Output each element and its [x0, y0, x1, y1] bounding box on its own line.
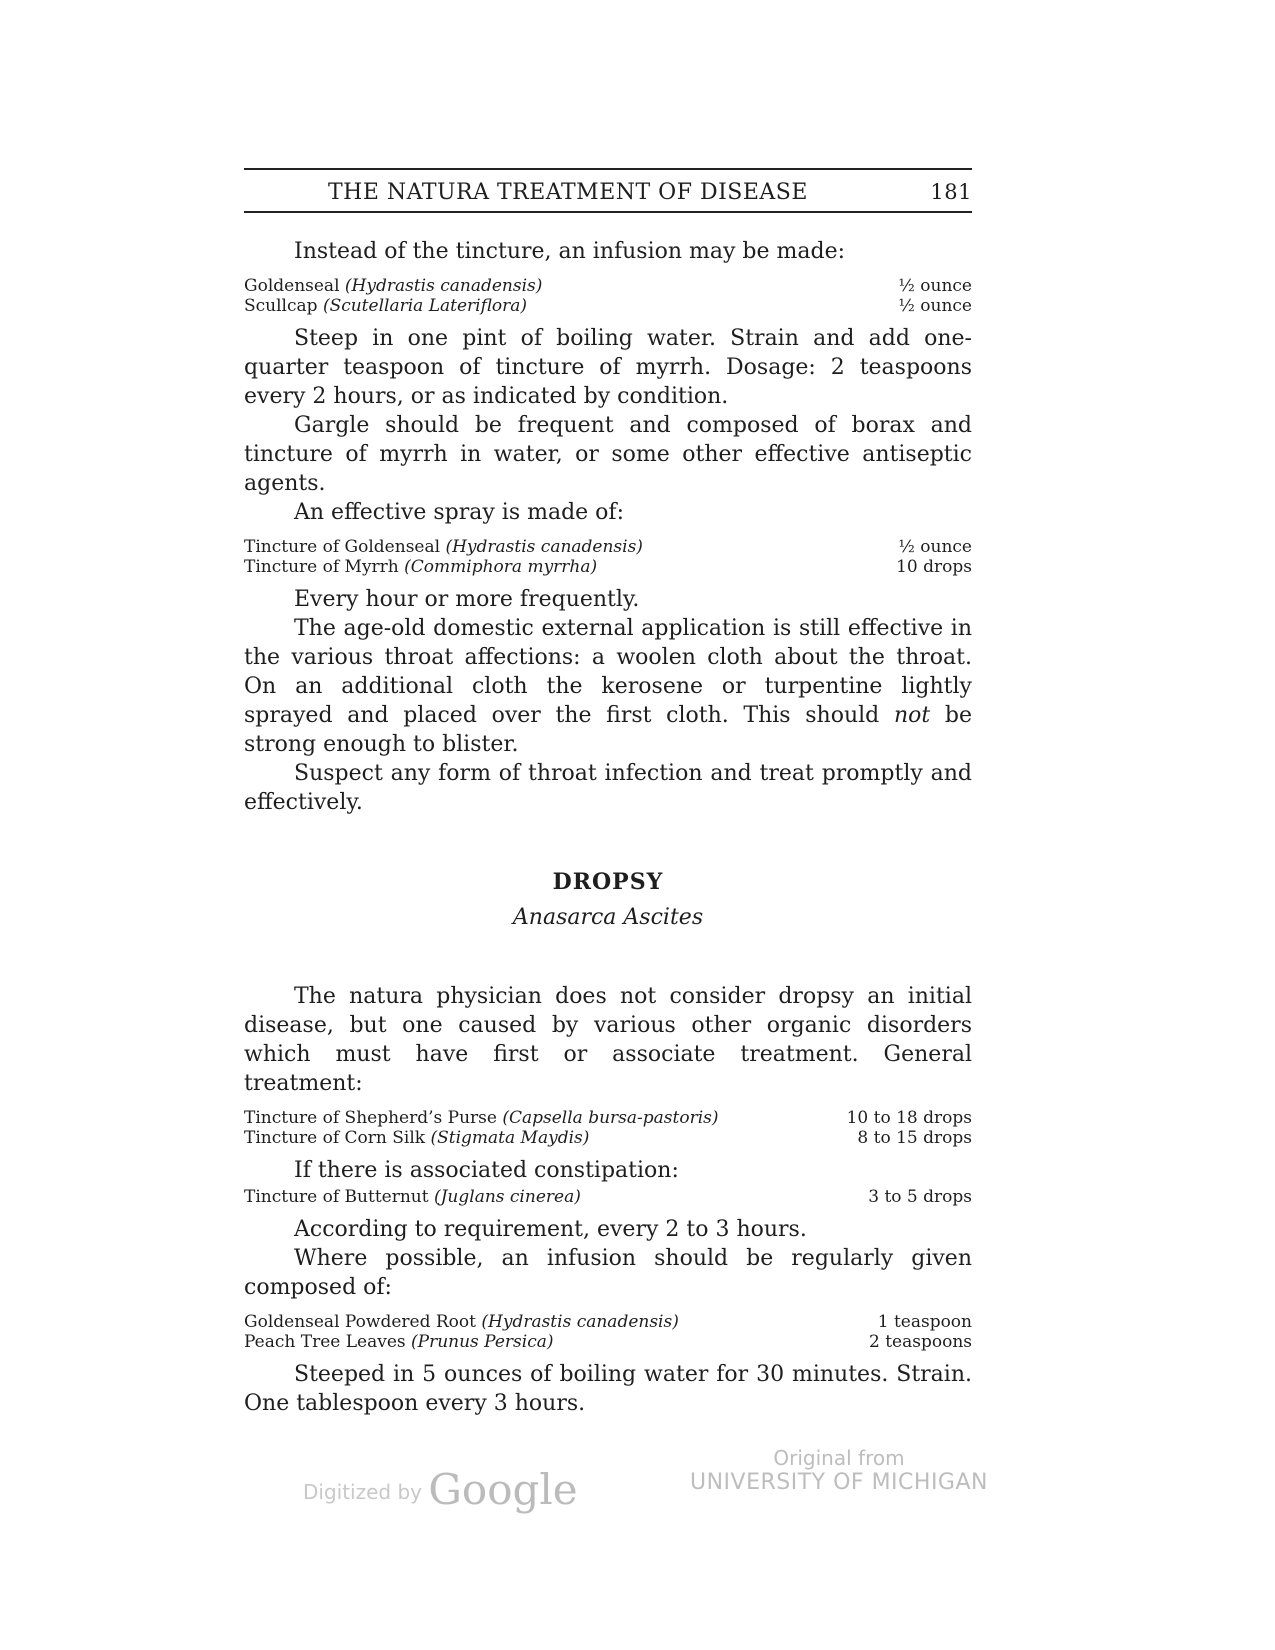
page	[244, 168, 972, 1418]
according-paragraph: According to requirement, every 2 to 3 hours.	[294, 1217, 807, 1242]
ingredient-amount: 10 to 18 drops	[846, 1108, 972, 1128]
section-title: DROPSY	[552, 869, 664, 895]
ingredient-name: Goldenseal	[244, 276, 340, 296]
digitization-footer	[0, 1446, 1275, 1516]
ingredient-scientific-name: (Hydrastis canadensis)	[344, 276, 543, 296]
institution-name: UNIVERSITY OF MICHIGAN	[690, 1470, 988, 1495]
steeped-paragraph: Steeped in 5 ounces of boiling water for 30 minutes. Strain. One tablespoon every 3 hours.	[244, 1362, 972, 1416]
recipe-row	[244, 557, 972, 577]
google-logo: Google	[428, 1465, 578, 1514]
spray-recipe	[244, 537, 972, 577]
recipe-row	[244, 1332, 972, 1352]
ingredient-scientific-name: (Hydrastis canadensis)	[481, 1312, 679, 1332]
ingredient-amount: 8 to 15 drops	[857, 1128, 972, 1148]
recipe-row	[244, 1312, 972, 1332]
recipe-row	[244, 276, 972, 296]
emphasis-not: not	[893, 703, 931, 728]
ingredient-name: Tincture of Corn Silk	[244, 1128, 426, 1148]
ingredient-scientific-name: (Commiphora myrrha)	[404, 557, 598, 577]
ingredient-scientific-name: (Capsella bursa-pastoris)	[502, 1108, 719, 1128]
recipe-row	[244, 1128, 972, 1148]
ingredient-name: Tincture of Butternut	[244, 1187, 429, 1207]
recipe-row	[244, 1108, 972, 1128]
ingredient-name: Peach Tree Leaves	[244, 1332, 406, 1352]
recipe-row	[244, 296, 972, 316]
ingredient-name: Goldenseal Powdered Root	[244, 1312, 476, 1332]
suspect-paragraph: Suspect any form of throat infection and treat promptly and effectively.	[244, 761, 972, 815]
intro-paragraph: Instead of the tincture, an infusion may be made:	[294, 239, 846, 264]
ingredient-scientific-name: (Prunus Persica)	[411, 1332, 554, 1352]
ingredient-name: Tincture of Shepherd’s Purse	[244, 1108, 497, 1128]
general-treatment-recipe	[244, 1108, 972, 1148]
ingredient-amount: 10 drops	[896, 557, 972, 577]
ingredient-amount: ½ ounce	[898, 537, 972, 557]
ingredient-scientific-name: (Juglans cinerea)	[433, 1187, 581, 1207]
header-rule-bottom	[244, 211, 972, 213]
where-paragraph: Where possible, an infusion should be regularly given composed of:	[244, 1246, 972, 1300]
infusion-recipe	[244, 276, 972, 316]
ingredient-scientific-name: (Scutellaria Lateriflora)	[322, 296, 528, 316]
ingredient-name: Scullcap	[244, 296, 318, 316]
ingredient-scientific-name: (Stigmata Maydis)	[430, 1128, 590, 1148]
source-attribution	[690, 1446, 988, 1495]
constipation-recipe	[244, 1187, 972, 1207]
original-from-label: Original from	[773, 1446, 905, 1470]
section-subtitle: Anasarca Ascites	[512, 905, 704, 930]
recipe-row	[244, 537, 972, 557]
ingredient-amount: 1 teaspoon	[877, 1312, 972, 1332]
ingredient-scientific-name: (Hydrastis canadensis)	[445, 537, 643, 557]
ingredient-amount: 3 to 5 drops	[868, 1187, 972, 1207]
ingredient-amount: 2 teaspoons	[869, 1332, 972, 1352]
gargle-paragraph: Gargle should be frequent and composed of borax and tincture of myrrh in water, or some other effective antiseptic agents.	[244, 413, 972, 496]
digitized-by-watermark: Digitized by Google	[303, 1465, 578, 1514]
constipation-paragraph: If there is associated constipation:	[294, 1158, 679, 1183]
recipe-row	[244, 1187, 972, 1207]
ingredient-name: Tincture of Myrrh	[244, 557, 399, 577]
ingredient-amount: ½ ounce	[898, 296, 972, 316]
frequency-paragraph: Every hour or more frequently.	[294, 587, 640, 612]
running-header	[244, 170, 972, 209]
page-number: 181	[930, 180, 972, 204]
infusion-recipe-2	[244, 1312, 972, 1352]
running-title: THE NATURA TREATMENT OF DISEASE	[328, 180, 808, 205]
physician-paragraph: The natura physician does not consider dropsy an initial disease, but one caused by various other organic disorders which must have first or associate treatment. General treatment:	[244, 984, 972, 1096]
steep-paragraph: Steep in one pint of boiling water. Strain and add one-quarter teaspoon of tincture of myrrh. Dosage: 2 teaspoons every 2 hours, or as indicated by condition.	[244, 326, 972, 409]
spray-paragraph: An effective spray is made of:	[294, 500, 624, 525]
ingredient-amount: ½ ounce	[898, 276, 972, 296]
ingredient-name: Tincture of Goldenseal	[244, 537, 441, 557]
external-application-paragraph: The age-old domestic external application is still effective in the various throat affections: a woolen cloth about the throat. On an additional cloth the kerosene or turpentine lightly sprayed and placed over the first cloth. This should not be strong enough to blister.	[244, 616, 972, 757]
